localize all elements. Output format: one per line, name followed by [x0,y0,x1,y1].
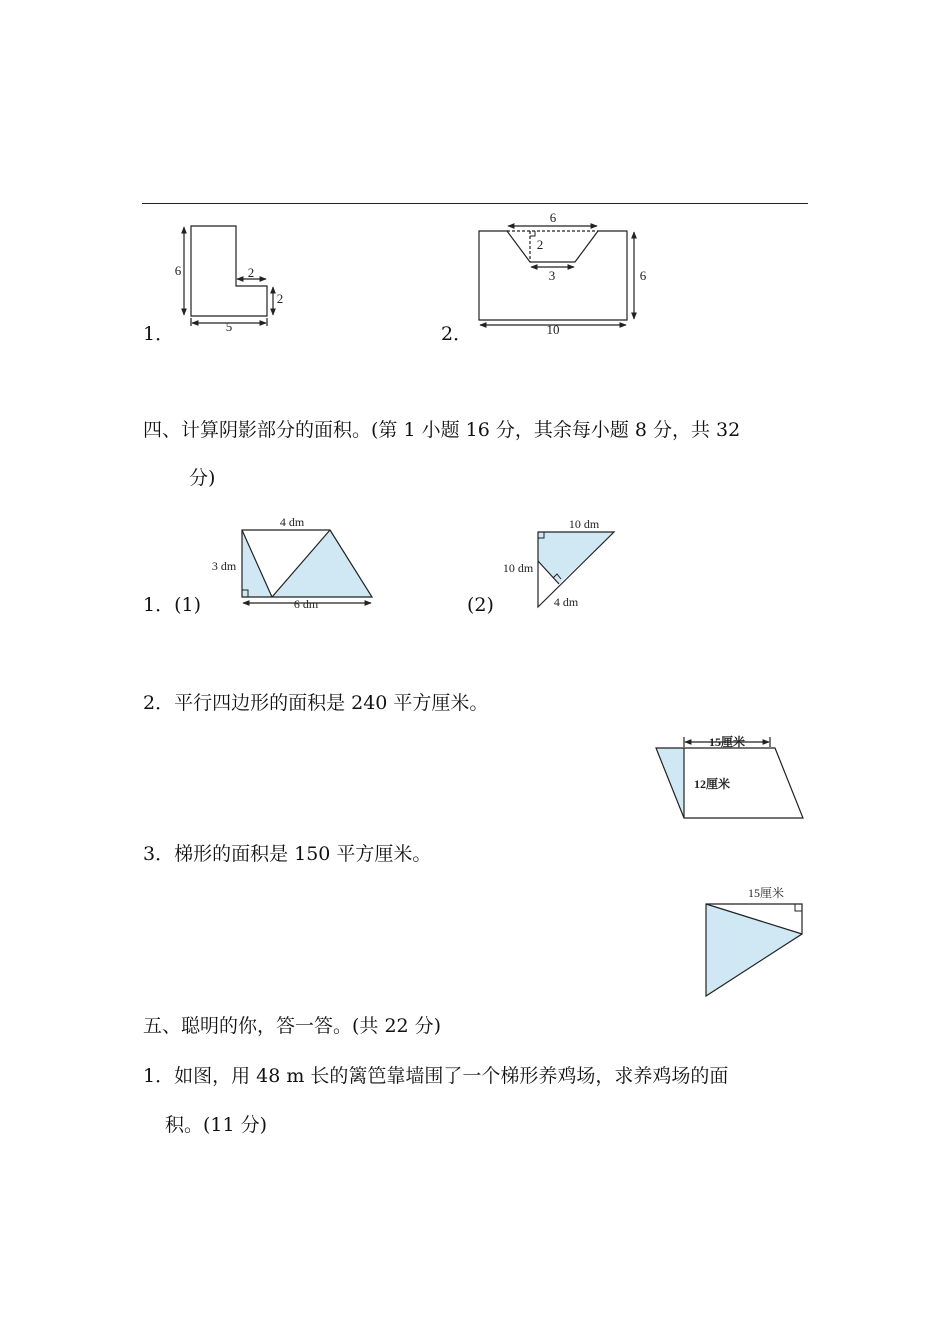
l-height-label: 6 [174,263,182,278]
s5-q1-line1: 1．如图，用 48 m 长的篱笆靠墙围了一个梯形养鸡场，求养鸡场的面 [143,1065,729,1087]
l-shape-figure [184,226,273,326]
right-trapezoid-figure [706,904,802,996]
notch-depth-label: 2 [536,237,544,252]
q1-number: 1．(1) [143,594,202,616]
q1-fig2-top-label: 10 dm [568,517,600,531]
notch-bottom-label: 3 [548,268,556,283]
rect-height-label: 6 [639,268,647,283]
q1-fig1-left-label: 3 dm [211,559,237,573]
l-step-height-label: 2 [276,291,284,306]
q1-sub2-number: (2) [467,594,494,616]
q3-top-label: 15厘米 [747,886,785,900]
q2-height-label: 12厘米 [693,777,731,791]
s3-item2-number: 2． [441,323,473,345]
l-base-label: 5 [225,319,233,334]
notch-rectangle-figure [479,226,634,325]
q1-fig1-top-label: 4 dm [279,515,305,529]
q3-text: 3．梯形的面积是 150 平方厘米。 [143,843,432,865]
notch-top-label: 6 [549,210,557,225]
q2-top-label: 15厘米 [708,735,746,749]
rect-base-label: 10 [546,322,560,337]
q1-fig1-bottom-label: 6 dm [293,597,319,611]
l-step-width-label: 2 [247,265,255,280]
q1-fig2-left-label: 10 dm [502,561,534,575]
section4-title-line1: 四、计算阴影部分的面积。(第 1 小题 16 分，其余每小题 8 分，共 32 [143,419,741,441]
section5-title: 五、聪明的你，答一答。(共 22 分) [143,1015,442,1037]
q2-text: 2．平行四边形的面积是 240 平方厘米。 [143,692,489,714]
section4-title-line2: 分) [189,467,216,489]
trapezoid-shaded-figure [242,530,372,603]
q1-fig2-seg-label: 4 dm [553,595,579,609]
s5-q1-line2: 积。(11 分) [165,1114,268,1136]
s3-item1-number: 1． [143,323,175,345]
